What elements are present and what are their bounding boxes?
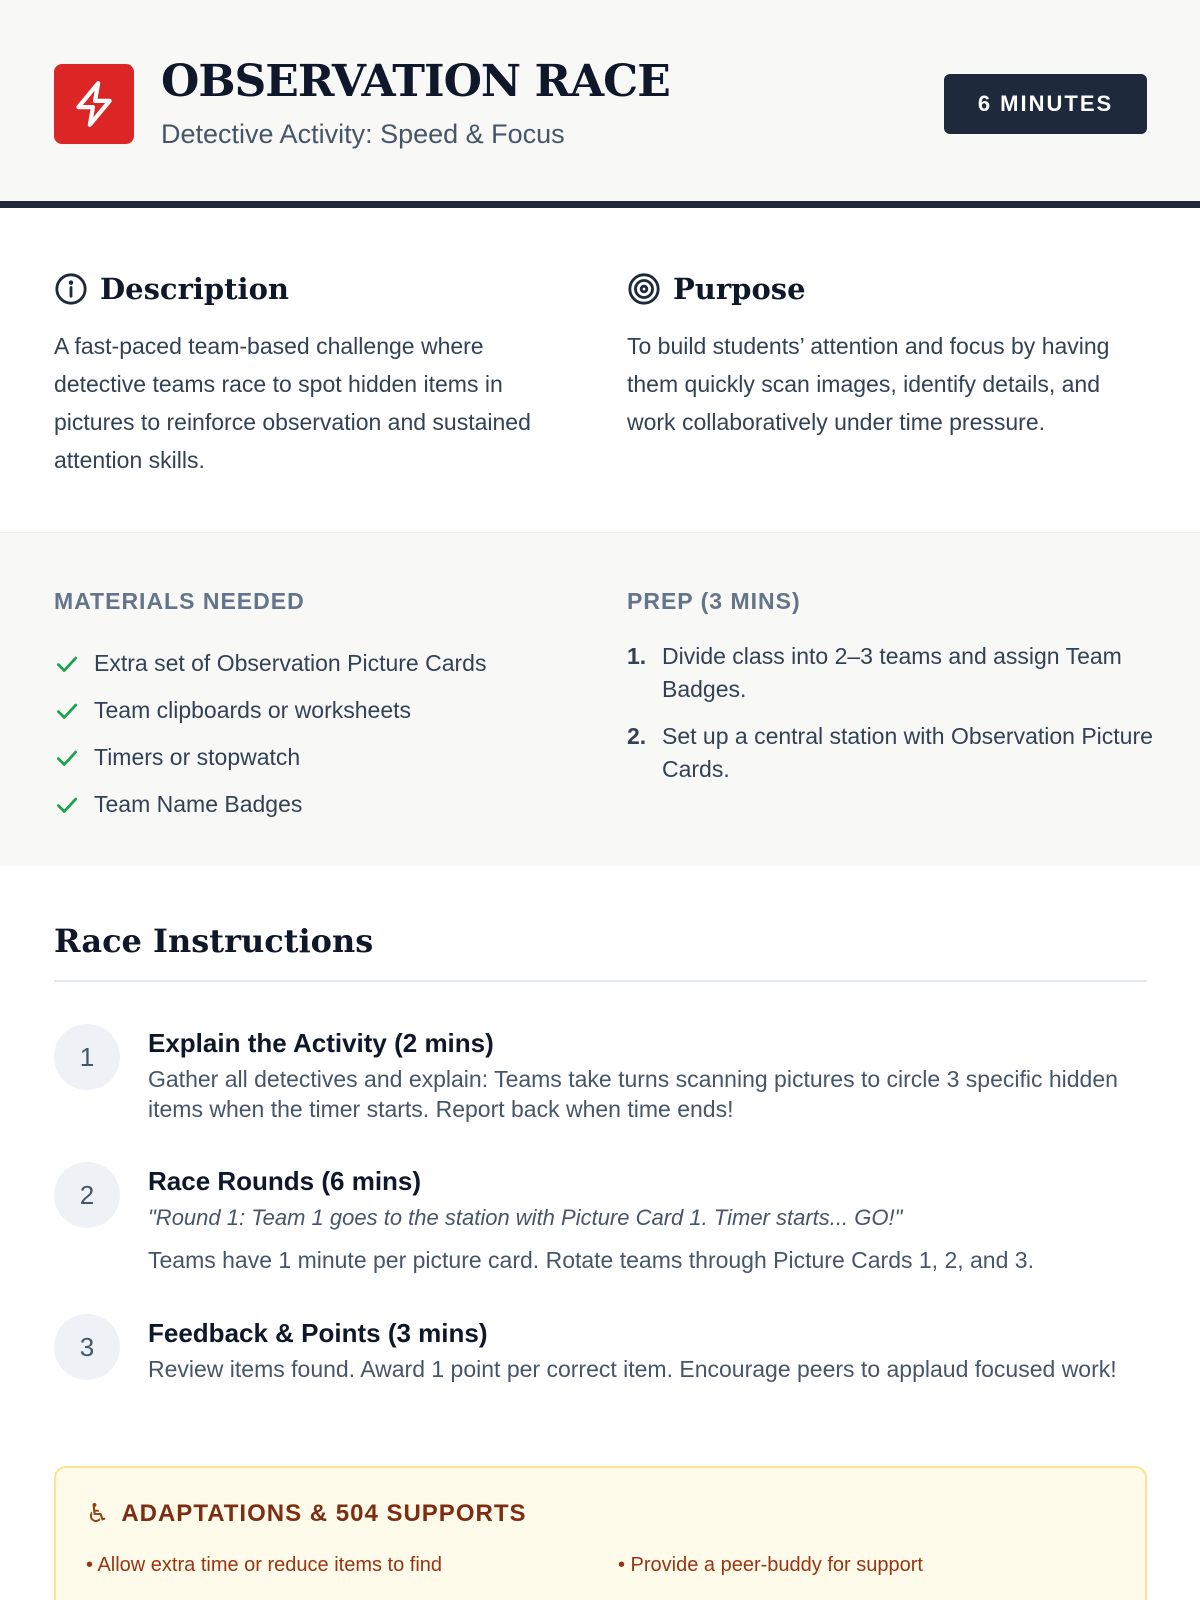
- materials-list: [54, 640, 486, 828]
- step-number-badge: 1: [54, 1024, 120, 1090]
- prep-step-text: Divide class into 2–3 teams and assign Team Badges.: [662, 643, 1122, 702]
- checkmark-icon: [54, 792, 80, 818]
- material-label: Team Name Badges: [94, 791, 303, 817]
- step-number-badge: 2: [54, 1162, 120, 1228]
- list-item: [54, 734, 486, 781]
- checkmark-icon: [54, 651, 80, 677]
- step-title: Explain the Activity (2 mins): [148, 1028, 494, 1058]
- step-text: Review items found. Award 1 point per correct item. Encourage peers to applaud focused work!: [148, 1356, 1117, 1382]
- duration-badge: 6 MINUTES: [944, 74, 1147, 134]
- description-label: Description: [100, 272, 289, 306]
- material-label: Extra set of Observation Picture Cards: [94, 650, 487, 676]
- step-text: Gather all detectives and explain: Teams take turns scanning pictures to circle 3 specific hidden items when the timer starts. Report back when time ends!: [148, 1066, 1118, 1122]
- purpose-text: To build students’ attention and focus by having them quickly scan images, identify details, and work collaboratively under time pressure.: [627, 333, 1110, 435]
- material-label: Timers or stopwatch: [94, 744, 301, 770]
- page-title: OBSERVATION RACE: [161, 56, 670, 107]
- prep-step-number: 2.: [627, 723, 647, 749]
- step-title: Feedback & Points (3 mins): [148, 1318, 488, 1348]
- page-subtitle: Detective Activity: Speed & Focus: [161, 119, 565, 149]
- step-number-badge: 3: [54, 1314, 120, 1380]
- list-item: [54, 640, 486, 687]
- prep-step-number: 1.: [627, 643, 647, 669]
- adaptations-label: ADAPTATIONS & 504 SUPPORTS: [121, 1499, 527, 1527]
- adaptations-box: [54, 1466, 1147, 1600]
- checkmark-icon: [54, 745, 80, 771]
- description-heading: [54, 272, 289, 306]
- step-quote: "Round 1: Team 1 goes to the station with Picture Card 1. Timer starts... GO!": [148, 1205, 903, 1230]
- step-title: Race Rounds (6 mins): [148, 1166, 422, 1196]
- list-item: [54, 687, 486, 734]
- page-header: [0, 0, 1200, 208]
- list-item: [54, 781, 486, 828]
- prep-heading: PREP (3 MINS): [627, 588, 801, 614]
- accessibility-icon: ♿: [86, 1498, 110, 1528]
- info-icon: [54, 272, 88, 306]
- adaptation-item: • Provide a peer-buddy for support: [618, 1554, 923, 1576]
- lightning-bolt-icon: [54, 64, 134, 144]
- purpose-label: Purpose: [673, 272, 806, 306]
- prep-step-text: Set up a central station with Observation Picture Cards.: [662, 723, 1153, 782]
- adaptation-item: • Allow extra time or reduce items to find: [86, 1554, 443, 1576]
- description-text: A fast-paced team-based challenge where detective teams race to spot hidden items in pictures to reinforce observation and sustained attention skills.: [54, 333, 531, 473]
- checkmark-icon: [54, 698, 80, 724]
- step-text: Teams have 1 minute per picture card. Rotate teams through Picture Cards 1, 2, and 3.: [148, 1247, 1034, 1273]
- divider: [54, 980, 1147, 982]
- purpose-heading: [627, 272, 806, 306]
- materials-heading: MATERIALS NEEDED: [54, 588, 305, 614]
- list-item: [627, 720, 1157, 786]
- target-icon: [627, 272, 661, 306]
- adaptations-heading: [86, 1498, 526, 1529]
- prep-list: [627, 640, 1157, 800]
- list-item: [627, 640, 1157, 706]
- material-label: Team clipboards or worksheets: [94, 697, 412, 723]
- race-instructions-heading: Race Instructions: [54, 922, 374, 960]
